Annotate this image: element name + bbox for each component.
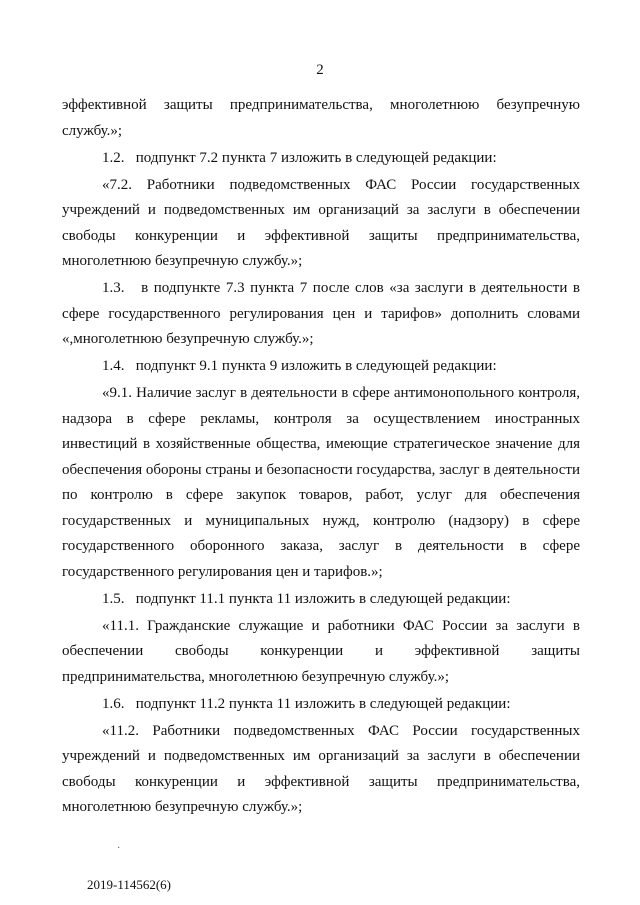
- paragraph-quote-7-2: «7.2. Работники подведомственных ФАС России государственных учреждений и подведомственных им организаций за заслуги в обеспечении свободы конкуренции и эффективной защиты предпринимательства, многолетнюю безупречную службу.»;: [62, 176, 580, 269]
- paragraph-item-1-2: 1.2. подпункт 7.2 пункта 7 изложить в следующей редакции:: [102, 149, 497, 166]
- paragraph-item-1-3: 1.3. в подпункте 7.3 пункта 7 после слов «за заслуги в деятельности в сфере государственного регулирования цен и тарифов» дополнить словами «,многолетнюю безупречную службу.»;: [62, 280, 580, 347]
- page-number: 2: [316, 62, 324, 78]
- paragraph-item-1-4: 1.4. подпункт 9.1 пункта 9 изложить в следующей редакции:: [102, 358, 497, 374]
- paragraph-item-1-6: 1.6. подпункт 11.2 пункта 11 изложить в следующей редакции:: [102, 695, 511, 712]
- document-body: [62, 93, 580, 821]
- paragraph-quote-9-1: «9.1. Наличие заслуг в деятельности в сфере антимонопольного контроля, надзора в сфере рекламы, контроля за осуществлением иностранных инвестиций в хозяйственные общества, имеющие стратегическое значение для обеспечения обороны страны и безопасности государства, заслуг в деятельности по контролю в сфере закупок товаров, работ, услуг для обеспечения государственных и муниципальных нужд, контролю (надзору) в сфере государственного оборонного заказа, заслуг в деятельности в сфере государственного регулирования цен и тарифов.»;: [62, 385, 580, 580]
- paragraph-continuation: эффективной защиты предпринимательства, многолетнюю безупречную службу.»;: [62, 97, 580, 139]
- scan-speck: ·: [117, 843, 121, 854]
- paragraph-quote-11-1: «11.1. Гражданские служащие и работники ФАС России за заслуги в обеспечении свободы конкуренции и эффективной защиты предпринимательства, многолетнюю безупречную службу.»;: [62, 617, 580, 685]
- paragraph-quote-11-2: «11.2. Работники подведомственных ФАС России государственных учреждений и подведомственных им организаций за заслуги в обеспечении свободы конкуренции и эффективной защиты предпринимательства, многолетнюю безупречную службу.»;: [62, 722, 580, 815]
- document-code: 2019-114562(6): [87, 877, 172, 892]
- paragraph-item-1-5: 1.5. подпункт 11.1 пункта 11 изложить в следующей редакции:: [102, 590, 511, 607]
